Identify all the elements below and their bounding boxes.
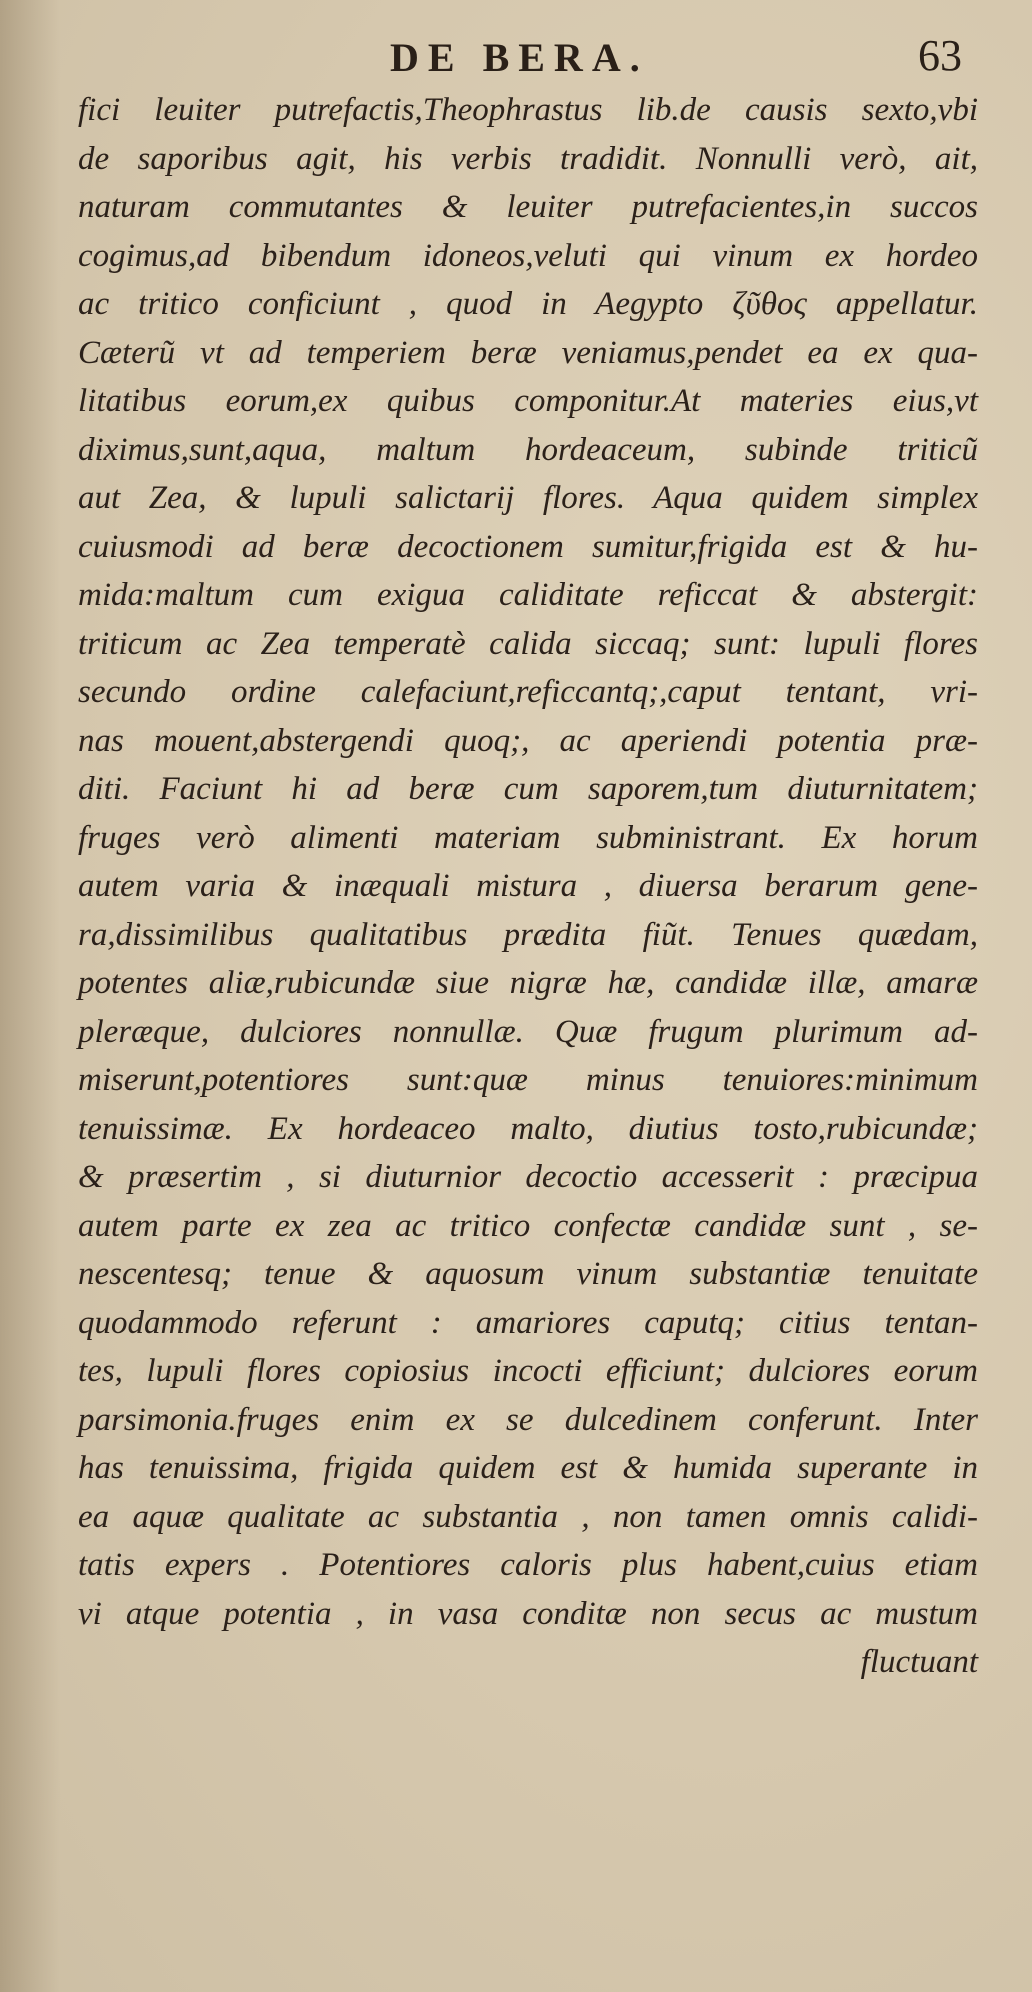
text-line: triticum ac Zea temperatè calida siccaq; sunt: lupuli flores <box>78 625 978 662</box>
text-line: de saporibus agit, his verbis tradidit. Nonnulli verò, ait, <box>78 140 978 177</box>
text-line: fici leuiter putrefactis,Theophrastus lib.de causis sexto,vbi <box>78 92 978 128</box>
text-line: tenuissimæ. Ex hordeaceo malto, diutius tosto,rubicundæ; <box>78 1110 978 1147</box>
body-text <box>78 86 978 1687</box>
text-line: diximus,sunt,aqua, maltum hordeaceum, subinde triticũ <box>78 431 978 468</box>
text-line: tatis expers . Potentiores caloris plus habent,cuius etiam <box>78 1547 978 1583</box>
text-line: cogimus,ad bibendum idoneos,veluti qui vinum ex hordeo <box>78 237 978 274</box>
text-line: nas mouent,abstergendi quoq;, ac aperiendi potentia præ- <box>78 722 978 759</box>
text-line: & præsertim , si diuturnior decoctio accesserit : præcipua <box>78 1159 978 1195</box>
text-line: potentes aliæ,rubicundæ siue nigræ hæ, candidæ illæ, amaræ <box>78 965 978 1001</box>
text-line: naturam commutantes & leuiter putrefacientes,in succos <box>78 189 978 225</box>
text-line: nescentesq; tenue & aquosum vinum substantiæ tenuitate <box>78 1256 978 1292</box>
text-line: cuiusmodi ad beræ decoctionem sumitur,frigida est & hu- <box>78 528 978 565</box>
text-line: has tenuissima, frigida quidem est & humida superante in <box>78 1450 978 1486</box>
text-line: parsimonia.fruges enim ex se dulcedinem conferunt. Inter <box>78 1401 978 1438</box>
text-line: aut Zea, & lupuli salictarij flores. Aqua quidem simplex <box>78 480 978 516</box>
text-line: Cæterũ vt ad temperiem beræ veniamus,pendet ea ex qua- <box>78 334 978 371</box>
text-line: tes, lupuli flores copiosius incocti efficiunt; dulciores eorum <box>78 1353 978 1389</box>
text-line: ea aquæ qualitate ac substantia , non tamen omnis calidi- <box>78 1498 978 1535</box>
text-line: quodammodo referunt : amariores caputq; citius tentan- <box>78 1304 978 1341</box>
page-header <box>0 30 1032 90</box>
running-head: DE BERA. <box>390 35 649 80</box>
text-line: diti. Faciunt hi ad beræ cum saporem,tum diuturnitatem; <box>78 771 978 807</box>
gutter-shadow <box>0 0 60 1992</box>
text-line: pleræque, dulciores nonnullæ. Quæ frugum plurimum ad- <box>78 1013 978 1050</box>
text-line: litatibus eorum,ex quibus componitur.At materies eius,vt <box>78 383 978 419</box>
text-line: ac tritico conficiunt , quod in Aegypto ζῦθος appellatur. <box>78 286 978 322</box>
text-line: autem varia & inæquali mistura , diuersa berarum gene- <box>78 868 978 904</box>
page-number: 63 <box>918 31 962 80</box>
text-line: ra,dissimilibus qualitatibus prædita fiũt. Tenues quædam, <box>78 916 978 953</box>
text-line: mida:maltum cum exigua caliditate reficcat & abstergit: <box>78 577 978 613</box>
text-line: vi atque potentia , in vasa conditæ non secus ac mustum <box>78 1595 978 1632</box>
text-line: autem parte ex zea ac tritico confectæ candidæ sunt , se- <box>78 1207 978 1244</box>
text-line: miserunt,potentiores sunt:quæ minus tenuiores:minimum <box>78 1062 978 1098</box>
text-line: secundo ordine calefaciunt,reficcantq;,caput tentant, vri- <box>78 674 978 710</box>
catchword: fluctuant <box>860 1644 978 1680</box>
text-line: fruges verò alimenti materiam subministrant. Ex horum <box>78 819 978 856</box>
